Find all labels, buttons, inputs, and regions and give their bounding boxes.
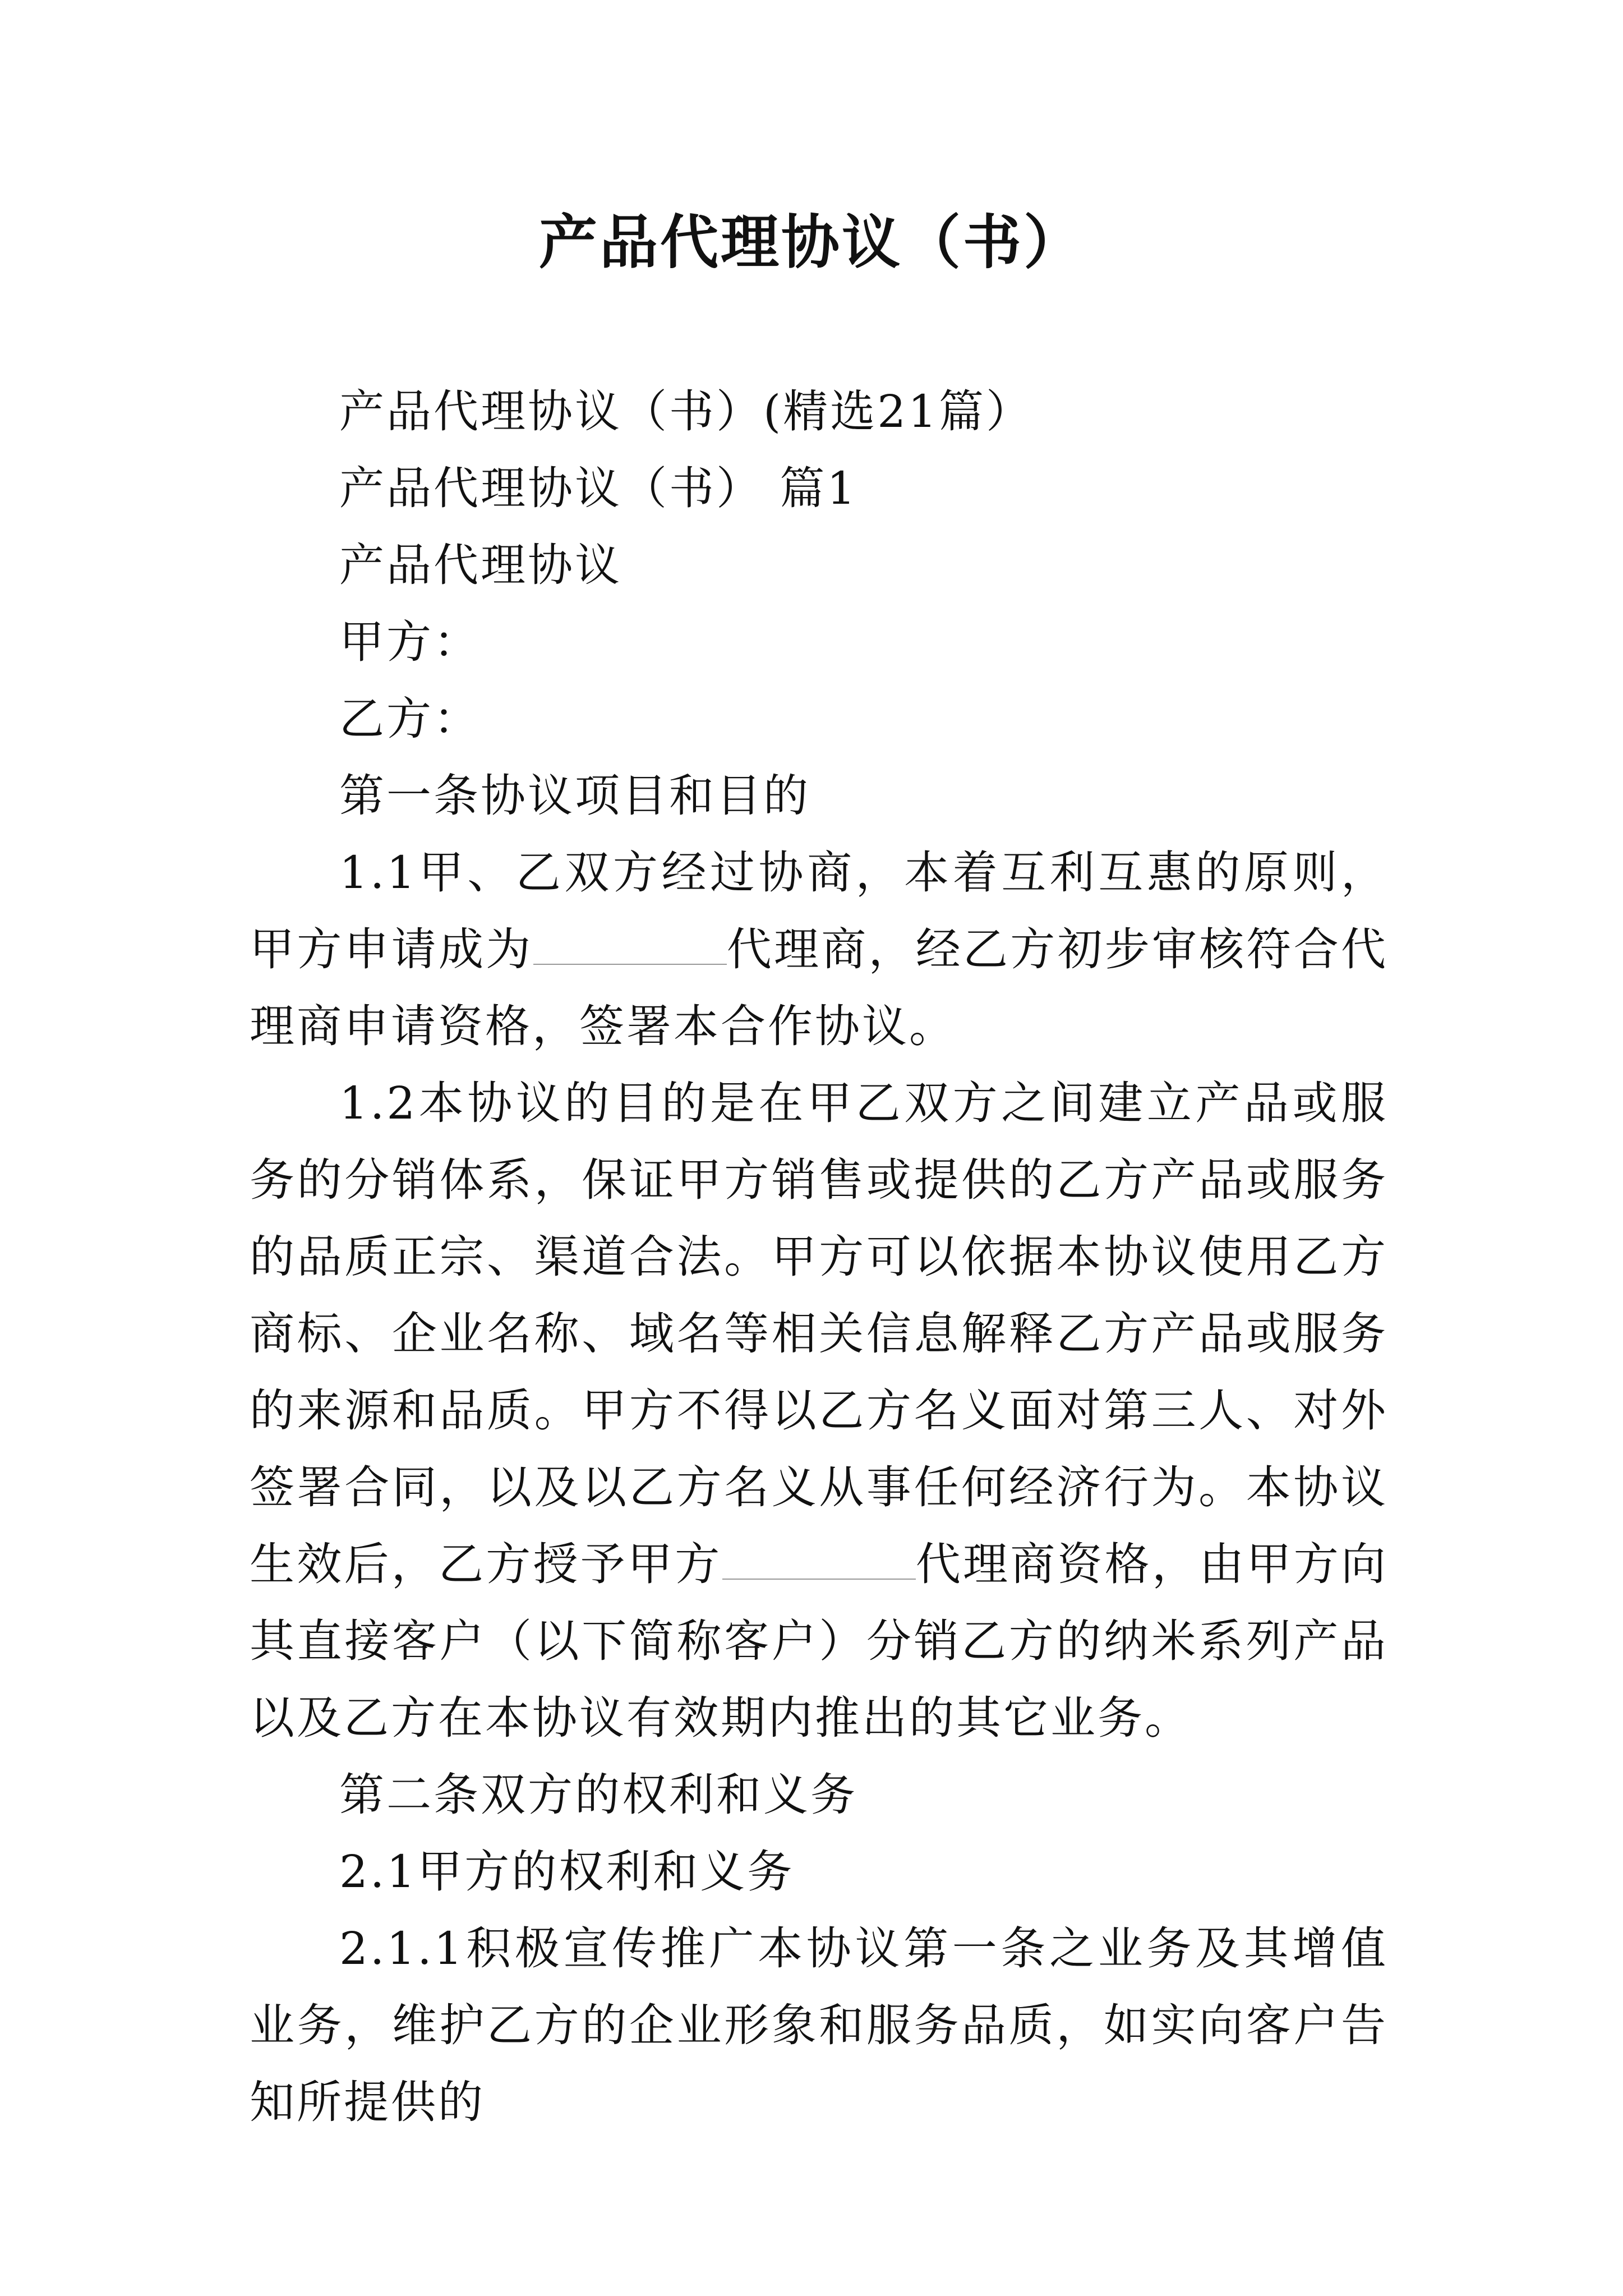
agreement-name-line: 产品代理协议 <box>339 539 622 591</box>
clause-1-1-text-end: 代理商，经乙方初步审核符合代理商申请资格，签署本合作协议。 <box>250 923 1388 1052</box>
collection-title-line: 产品代理协议（书）(精选21篇） <box>339 385 1034 438</box>
clause-1-2-text-start: 1.2本协议的目的是在甲乙双方之间建立产品或服务的分销体系，保证甲方销售或提供的乙方产品或服务的品质正宗、渠道合法。甲方可以依据本协议使用乙方商标、企业名称、域名等相关信息解释乙方产品或服务的来源和品质。甲方不得以乙方名义面对第三人、对外签署合同，以及以乙方名义从事任何经济行为。本协议生效后，乙方授予甲方 <box>250 1077 1388 1590</box>
section-1-heading: 第一条协议项目和目的 <box>339 770 810 822</box>
document-title: 产品代理协议（书） <box>538 208 1084 277</box>
article-heading-line: 产品代理协议（书） 篇1 <box>339 462 858 514</box>
clause-1-2 <box>250 1065 1388 1756</box>
section-2-heading: 第二条双方的权利和义务 <box>339 1769 857 1821</box>
fill-in-blank-1 <box>533 929 727 965</box>
document-body <box>250 373 1388 2141</box>
party-b-label: 乙方： <box>339 693 481 745</box>
clause-1-1 <box>250 834 1388 1065</box>
clause-2-1: 2.1甲方的权利和义务 <box>339 1846 795 1898</box>
clause-2-1-1: 2.1.1积极宣传推广本协议第一条之业务及其增值业务，维护乙方的企业形象和服务品质，如实向客户告知所提供的 <box>250 1922 1388 2128</box>
fill-in-blank-2 <box>722 1544 916 1580</box>
party-a-label: 甲方： <box>339 616 481 668</box>
clause-1-2-text-end: 代理商资格，由甲方向其直接客户（以下简称客户）分销乙方的纳米系列产品以及乙方在本协议有效期内推出的其它业务。 <box>250 1538 1388 1744</box>
clause-1-1-text-start: 1.1甲、乙双方经过协商，本着互利互惠的原则，甲方申请成为 <box>250 846 1388 976</box>
